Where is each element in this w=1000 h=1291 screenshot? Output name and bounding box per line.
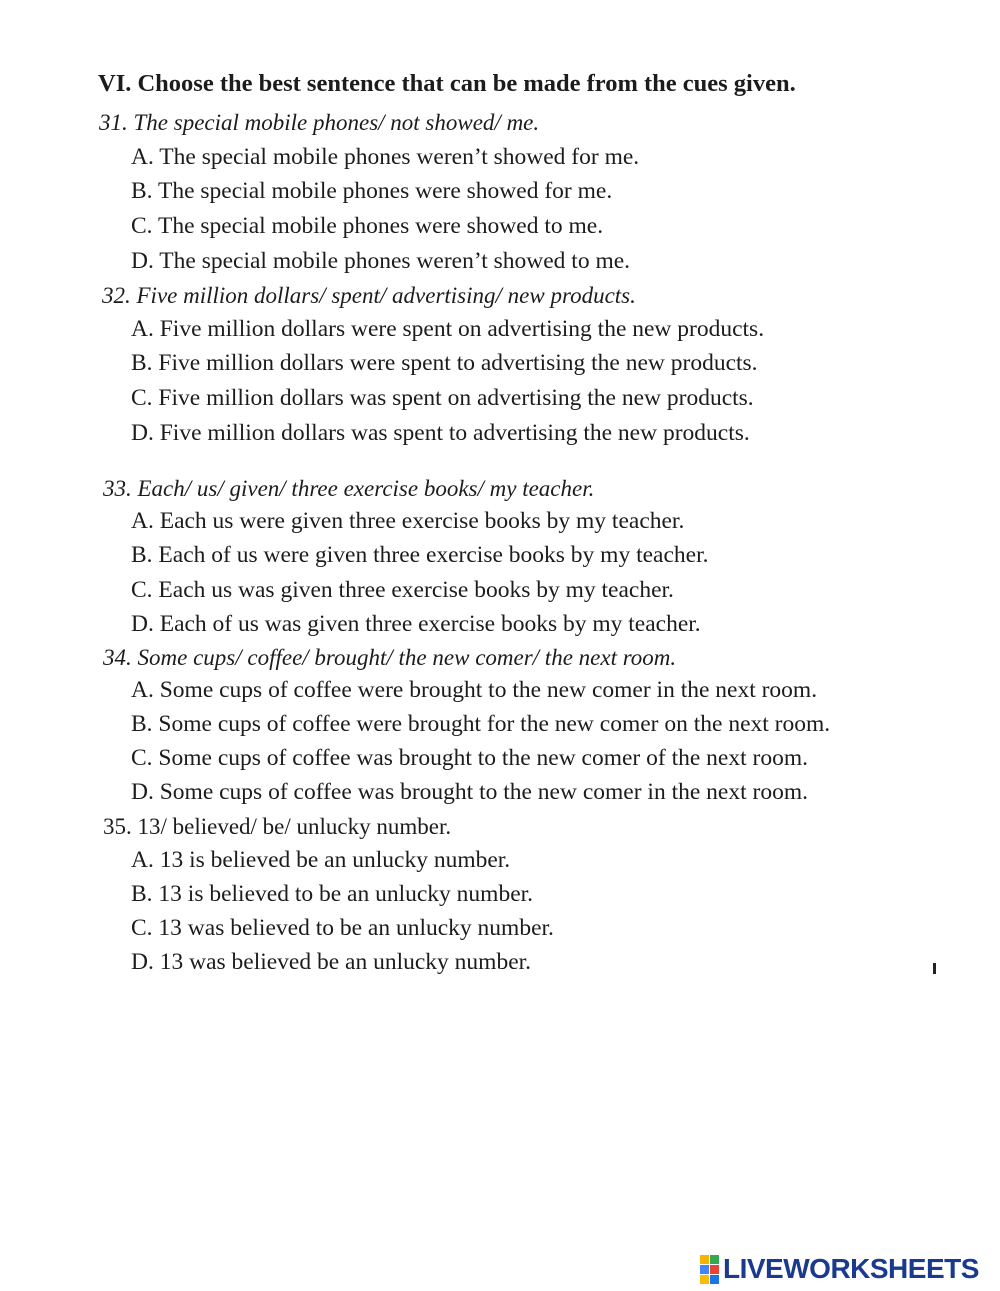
question-34-option-d: D. Some cups of coffee was brought to the new comer in the next room. [131, 779, 808, 805]
question-34-option-b: B. Some cups of coffee were brought for the new comer on the next room. [131, 711, 831, 737]
logo-square-1 [700, 1255, 709, 1264]
section-heading: VI. Choose the best sentence that can be made from the cues given. [98, 70, 796, 97]
question-32-option-d: D. Five million dollars was spent to advertising the new products. [131, 420, 750, 446]
watermark-text: LIVEWORKSHEETS [723, 1253, 979, 1284]
question-32-cue: 32. Five million dollars/ spent/ advertising/ new products. [102, 283, 636, 308]
question-33-option-c: C. Each us was given three exercise books by my teacher. [131, 577, 674, 603]
question-33-option-d: D. Each of us was given three exercise books by my teacher. [131, 611, 701, 637]
question-33-cue: 33. Each/ us/ given/ three exercise books/ my teacher. [103, 476, 595, 501]
logo-square-2 [710, 1255, 719, 1264]
question-33-option-b: B. Each of us were given three exercise books by my teacher. [131, 542, 709, 568]
liveworksheets-watermark [700, 1254, 979, 1284]
question-33-option-a: A. Each us were given three exercise books by my teacher. [131, 508, 685, 534]
question-34-option-a: A. Some cups of coffee were brought to the new comer in the next room. [131, 677, 818, 703]
logo-square-4 [710, 1265, 719, 1274]
question-31-option-c: C. The special mobile phones were showed to me. [131, 213, 604, 239]
question-35-cue: 35. 13/ believed/ be/ unlucky number. [103, 814, 452, 839]
logo-square-3 [700, 1265, 709, 1274]
question-35-option-a: A. 13 is believed be an unlucky number. [131, 847, 511, 873]
question-34-cue: 34. Some cups/ coffee/ brought/ the new comer/ the next room. [103, 645, 677, 670]
question-34-option-c: C. Some cups of coffee was brought to the new comer of the next room. [131, 745, 808, 771]
scan-mark [933, 963, 936, 974]
question-31-option-a: A. The special mobile phones weren’t showed for me. [131, 144, 640, 170]
liveworksheets-logo-icon [700, 1255, 719, 1284]
question-31-option-d: D. The special mobile phones weren’t showed to me. [131, 248, 631, 274]
question-35-option-b: B. 13 is believed to be an unlucky number. [131, 881, 534, 907]
question-32-option-b: B. Five million dollars were spent to advertising the new products. [131, 350, 758, 376]
logo-square-5 [700, 1275, 709, 1284]
question-35-option-d: D. 13 was believed be an unlucky number. [131, 949, 532, 975]
question-32-option-a: A. Five million dollars were spent on advertising the new products. [131, 316, 765, 342]
question-31-cue: 31. The special mobile phones/ not showed/ me. [99, 110, 540, 135]
question-32-option-c: C. Five million dollars was spent on advertising the new products. [131, 385, 754, 411]
question-35-option-c: C. 13 was believed to be an unlucky number. [131, 915, 554, 941]
question-31-option-b: B. The special mobile phones were showed for me. [131, 178, 613, 204]
logo-square-6 [710, 1275, 719, 1284]
